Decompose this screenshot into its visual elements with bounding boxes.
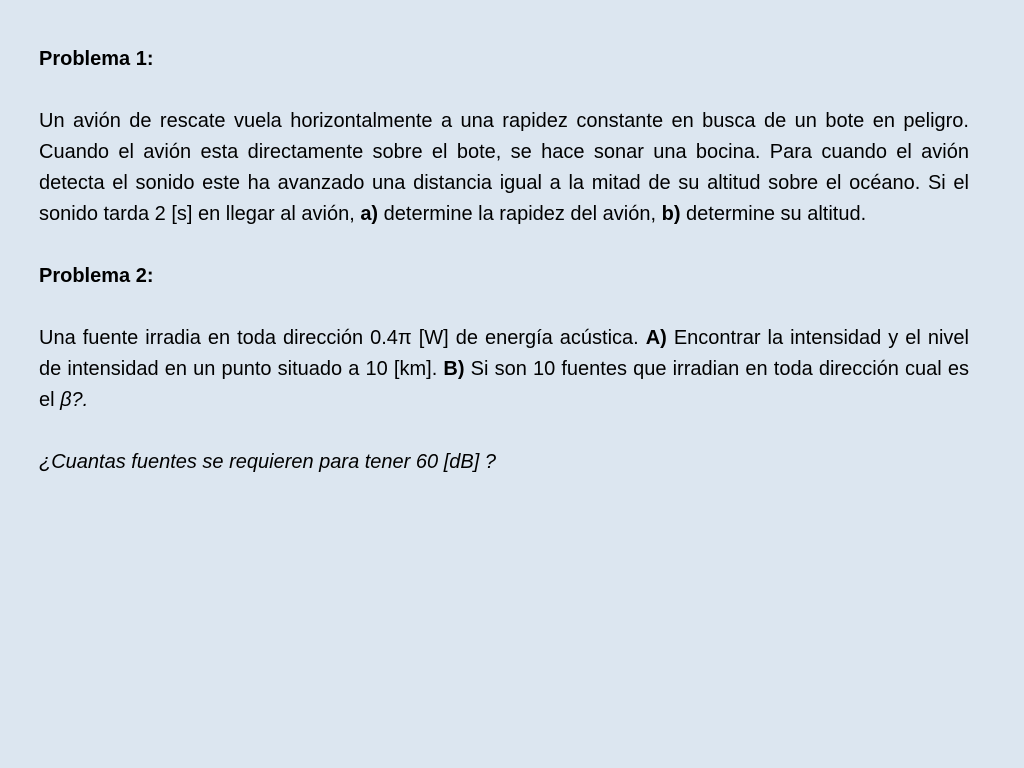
problem-1-text-3: determine su altitud. <box>680 203 867 225</box>
problem-1-text-2: determine la rapidez del avión, <box>378 203 662 225</box>
problem-1-title: Problema 1: <box>39 48 154 70</box>
problem-1-statement <box>39 106 969 230</box>
slide-content <box>39 44 969 478</box>
spacer <box>39 416 969 447</box>
problem-2-title: Problema 2: <box>39 265 154 287</box>
problem-2-text-2: Encontrar la intensidad y el nivel de intensidad en un punto situado a 10 [km]. <box>39 327 969 380</box>
spacer <box>39 292 969 323</box>
problem-2-question-text: ¿Cuantas fuentes se requieren para tener 60 [dB] ? <box>39 451 496 473</box>
problem-2-part-a-label: A) <box>645 327 667 349</box>
spacer <box>39 230 969 261</box>
problem-2-part-b-label: B) <box>443 358 465 380</box>
problem-2-question <box>39 447 969 478</box>
problem-2-text-1: Una fuente irradia en toda dirección 0.4π [W] de energía acústica. <box>39 327 646 349</box>
problem-2-text-3: Si son 10 fuentes que irradian en toda dirección cual es el <box>39 358 969 411</box>
problem-2-statement <box>39 323 969 416</box>
problem-1-text-1: Un avión de rescate vuela horizontalmente a una rapidez constante en busca de un bote en peligro. Cuando el avión esta directamente sobre el bote, se hace sonar una bocina. Para cuando el avión detecta el sonido este ha avanzado una distancia igual a la mitad de su altitud sobre el océano. Si el sonido tarda 2 [s] en llegar al avión, <box>39 110 969 225</box>
spacer <box>39 75 969 106</box>
beta-symbol: β?. <box>60 389 89 411</box>
problem-1-part-a-label: a) <box>360 203 379 225</box>
problem-1-part-b-label: b) <box>661 203 681 225</box>
